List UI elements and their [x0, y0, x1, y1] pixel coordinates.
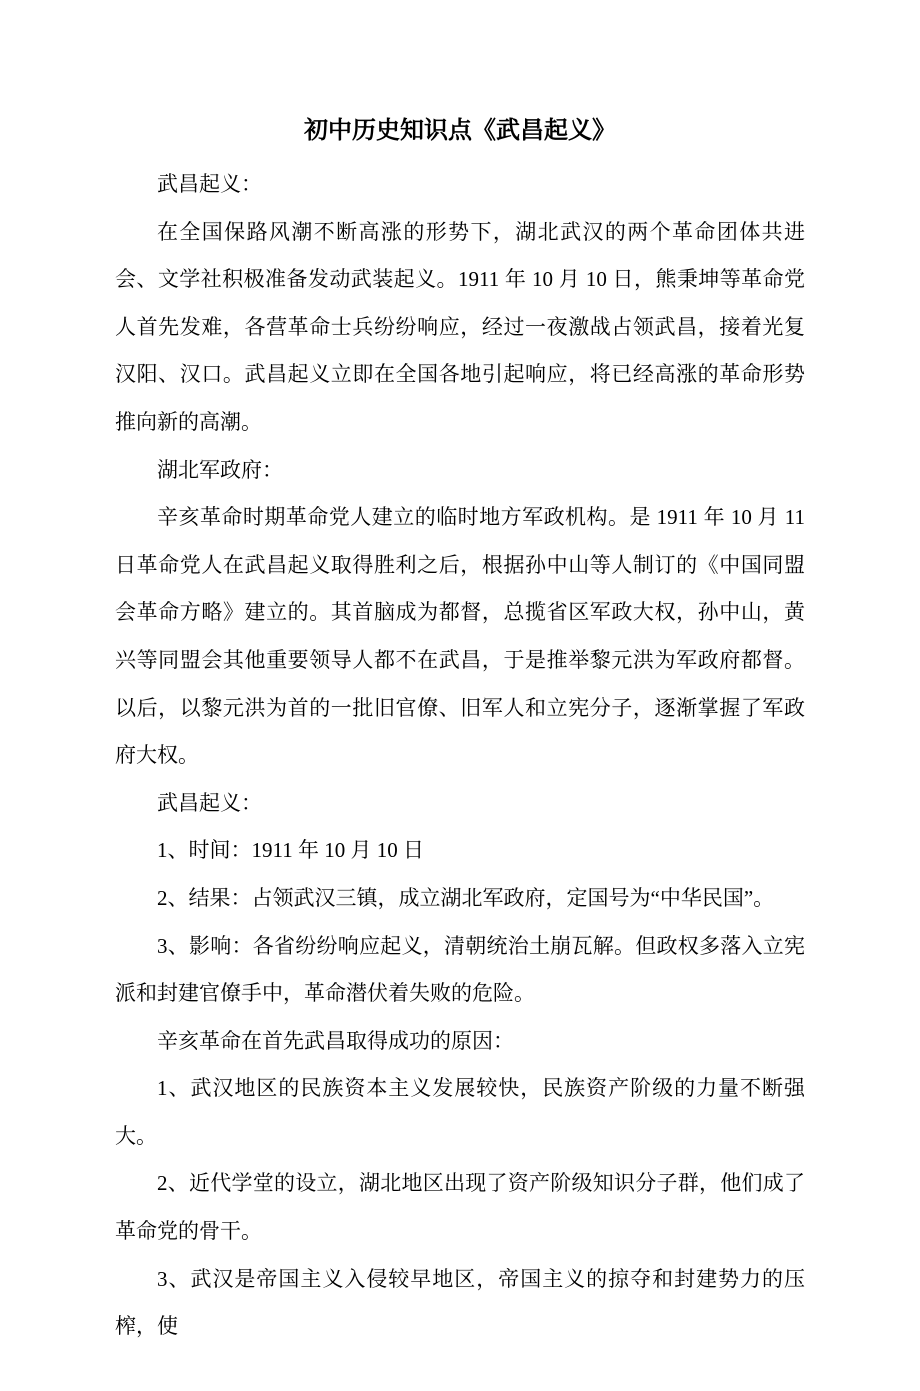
paragraph: 2、结果：占领武汉三镇，成立湖北军政府，定国号为“中华民国”。 — [157, 885, 775, 910]
paragraph: 辛亥革命在首先武昌取得成功的原因： — [157, 1028, 514, 1053]
document-body — [115, 161, 805, 1351]
paragraph: 武昌起义： — [157, 790, 262, 815]
paragraph: 在全国保路风潮不断高涨的形势下，湖北武汉的两个革命团体共进会、文学社积极准备发动武装起义。1911 年 10 月 10 日，熊秉坤等革命党人首先发难，各营革命士兵纷纷响应，经过一夜激战占领武昌，接着光复汉阳、汉口。武昌起义立即在全国各地引起响应，将已经高涨的革命形势推向新的高潮。 — [115, 219, 805, 434]
paragraph: 1、时间：1911 年 10 月 10 日 — [157, 838, 424, 863]
paragraph: 1、武汉地区的民族资本主义发展较快，民族资产阶级的力量不断强大。 — [115, 1076, 805, 1148]
paragraph: 2、近代学堂的设立，湖北地区出现了资产阶级知识分子群，他们成了革命党的骨干。 — [115, 1171, 805, 1244]
document-title: 初中历史知识点《武昌起义》 — [304, 117, 616, 144]
paragraph: 湖北军政府： — [157, 457, 283, 482]
paragraph: 3、影响：各省纷纷响应起义，清朝统治土崩瓦解。但政权多落入立宪派和封建官僚手中，革命潜伏着失败的危险。 — [115, 933, 805, 1006]
paragraph: 辛亥革命时期革命党人建立的临时地方军政机构。是 1911 年 10 月 11 日革命党人在武昌起义取得胜利之后，根据孙中山等人制订的《中国同盟会革命方略》建立的。其首脑成为都督，总揽省区军政大权，孙中山，黄兴等同盟会其他重要领导人都不在武昌，于是推举黎元洪为军政府都督。以后，以黎元洪为首的一批旧官僚、旧军人和立宪分子，逐渐掌握了军政府大权。 — [115, 505, 805, 768]
paragraph: 武昌起义： — [157, 172, 262, 196]
paragraph: 3、武汉是帝国主义入侵较早地区，帝国主义的掠夺和封建势力的压榨，使 — [115, 1266, 805, 1339]
